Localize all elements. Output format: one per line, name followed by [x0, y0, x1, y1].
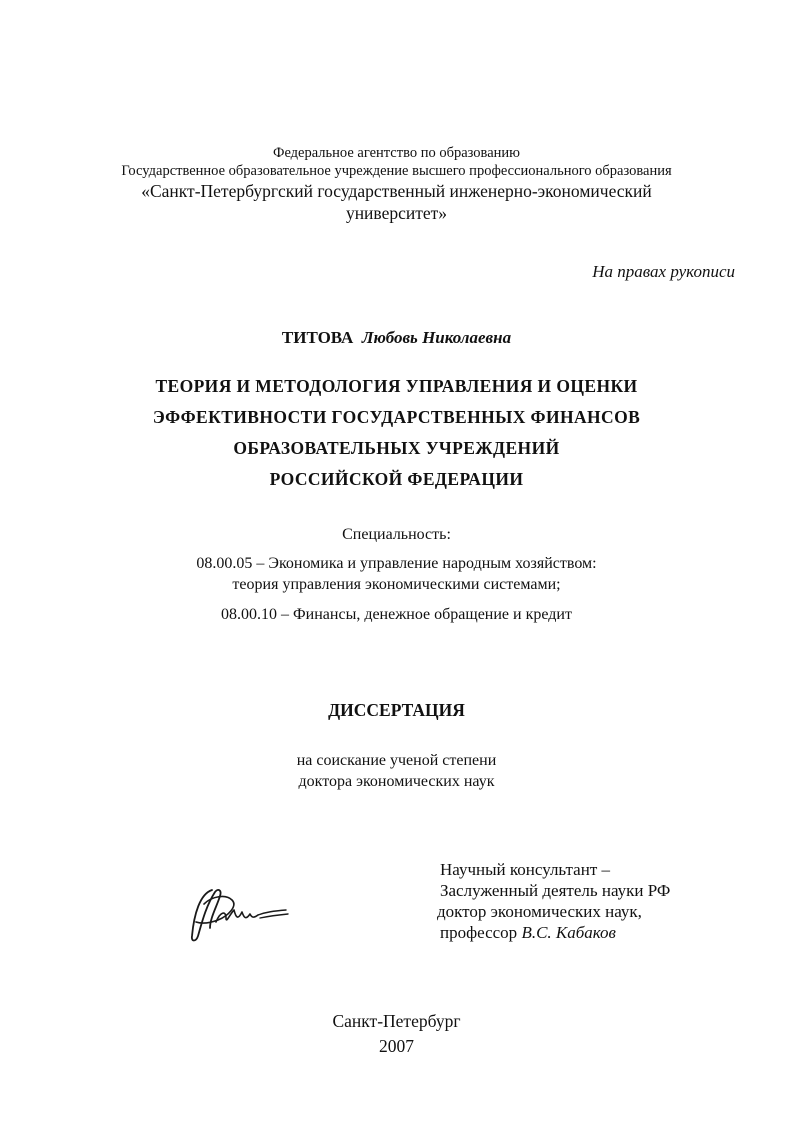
institution-line-3: университет»: [345, 203, 448, 223]
manuscript-note: На правах рукописи: [592, 262, 735, 281]
specialty-item-1-line-2: теория управления экономическими системами;: [232, 576, 561, 593]
footer-year: 2007: [379, 1036, 414, 1056]
author-surname: ТИТОВА: [281, 328, 354, 347]
title-line-4: РОССИЙСКОЙ ФЕДЕРАЦИИ: [269, 469, 524, 489]
title-line-1: ТЕОРИЯ И МЕТОДОЛОГИЯ УПРАВЛЕНИЯ И ОЦЕНКИ: [155, 376, 638, 396]
specialty-item-1-line-1: 08.00.05 – Экономика и управление народным хозяйством:: [196, 555, 597, 572]
consultant-line-1: Научный консультант –: [440, 860, 610, 879]
institution-line-1: Государственное образовательное учреждение высшего профессионального образования: [121, 163, 672, 179]
institution-line-2: «Санкт-Петербургский государственный инженерно-экономический: [141, 181, 652, 201]
specialty-label: Специальность:: [342, 526, 451, 543]
specialty-item-2: 08.00.10 – Финансы, денежное обращение и кредит: [221, 606, 572, 623]
agency-line: Федеральное агентство по образованию: [272, 145, 520, 161]
doc-type: ДИССЕРТАЦИЯ: [328, 700, 465, 720]
consultant-line-3: доктор экономических наук,: [437, 902, 642, 921]
title-line-2: ЭФФЕКТИВНОСТИ ГОСУДАРСТВЕННЫХ ФИНАНСОВ: [152, 407, 641, 427]
consultant-line-2: Заслуженный деятель науки РФ: [440, 881, 671, 900]
consultant-name: В.С. Кабаков: [521, 923, 616, 942]
degree-line-1: на соискание ученой степени: [296, 752, 497, 769]
footer-city: Санкт-Петербург: [332, 1011, 461, 1031]
author-name: [0, 328, 793, 348]
consultant-line-4: [440, 923, 616, 943]
title-line-3: ОБРАЗОВАТЕЛЬНЫХ УЧРЕЖДЕНИЙ: [233, 438, 560, 458]
handwritten-signature-icon: [182, 884, 294, 949]
degree-line-2: доктора экономических наук: [298, 773, 495, 790]
author-given-names: Любовь Николаевна: [361, 328, 512, 347]
consultant-title: профессор: [440, 923, 518, 942]
